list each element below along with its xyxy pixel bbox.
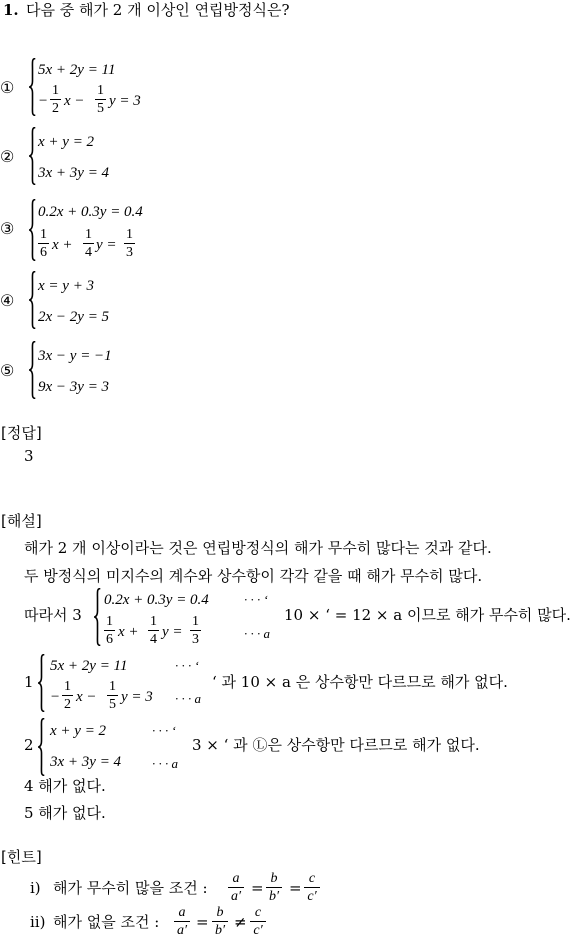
explanation-line-4-prefix: 1 [24, 673, 34, 691]
question-number: 1. [3, 1, 19, 19]
explanation-line-5-suffix: 3 × ‘ 과 Ⓛ은 상수항만 다르므로 해가 없다. [192, 736, 480, 754]
fraction: 1 5 [109, 679, 116, 712]
option-1-eq2-prefix: − [38, 93, 49, 109]
fraction: 1 3 [126, 227, 133, 260]
option-3-eq2-eq: y = [96, 237, 117, 253]
question-text: 다음 중 해가 2 개 이상인 연립방정식은? [26, 1, 290, 19]
explanation-line-7: 5 해가 없다. [24, 804, 106, 822]
brace-icon [29, 271, 36, 329]
fraction: 1 2 [64, 679, 71, 712]
explanation-line-5-prefix: 2 [24, 736, 34, 754]
option-5-eq2: 9x − 3y = 3 [38, 379, 110, 395]
option-4-eq1: x = y + 3 [38, 278, 95, 294]
explanation-line-3-eq1-tag: · · · ‘ [244, 592, 268, 607]
fraction: 1 5 [97, 83, 104, 116]
explanation-line-5-eq2-tag: · · · a [152, 756, 178, 771]
brace-icon [29, 199, 36, 261]
fraction: 1 6 [40, 227, 47, 260]
fraction: 1 3 [192, 614, 199, 647]
explanation-line-4-suffix: ‘ 과 10 × a 은 상수항만 다르므로 해가 없다. [212, 673, 508, 691]
answer-value: 3 [24, 447, 34, 465]
option-1-eq2-tail: y = 3 [109, 93, 141, 109]
brace-icon [29, 341, 36, 399]
explanation-line-5-eq1-tag: · · · ‘ [152, 723, 176, 738]
option-2-eq2: 3x + 3y = 4 [38, 165, 110, 181]
hint-label: [힌트] [1, 848, 42, 866]
option-4-marker[interactable]: ④ [0, 291, 15, 310]
equals-sign: = [196, 913, 209, 931]
explanation-line-4-eq2-prefix: − [50, 689, 61, 705]
fraction: c c′ [250, 906, 266, 938]
fraction: 1 4 [150, 614, 157, 647]
explanation-line-4-eq1-tag: · · · ‘ [175, 658, 199, 673]
explanation-line-6: 4 해가 없다. [24, 777, 106, 795]
hint-item-1-text: 해가 무수히 많을 조건 : [53, 879, 208, 897]
explanation-line-3-eq2-eq: y = [162, 624, 183, 640]
explanation-line-5-eq1: x + y = 2 [50, 723, 107, 739]
hint-item-2-text: 해가 없을 조건 : [53, 913, 160, 931]
explanation-line-3-suffix: 10 × ‘ = 12 × a 이므로 해가 무수히 많다. [284, 606, 571, 624]
explanation-line-3-eq2-mid: x + [118, 624, 139, 640]
explanation-line-4-eq2-tag: · · · a [175, 691, 201, 706]
fraction: 1 4 [85, 227, 92, 260]
not-equal-sign: ≠ [234, 913, 247, 931]
option-1-marker[interactable]: ① [0, 78, 15, 97]
explanation-line-3-prefix: 따라서 3 [24, 606, 82, 624]
explanation-line-3-eq2-tag: · · · a [244, 626, 270, 641]
explanation-line-4-eq2-mid: x − [76, 689, 97, 705]
option-4-eq2: 2x − 2y = 5 [38, 309, 110, 325]
option-3-eq2-mid: x + [52, 237, 73, 253]
brace-icon [29, 58, 36, 116]
option-3-marker[interactable]: ③ [0, 219, 15, 238]
option-2-marker[interactable]: ② [0, 147, 15, 166]
fraction: a a′ [228, 872, 244, 904]
explanation-line-4-eq2-tail: y = 3 [121, 689, 153, 705]
explanation-line-2: 두 방정식의 미지수의 계수와 상수항이 각각 같을 때 해가 무수히 많다. [24, 567, 483, 585]
fraction: b b′ [266, 872, 282, 904]
hint-item-1-marker: ⅰ) [30, 879, 41, 897]
brace-icon [38, 654, 45, 712]
equals-sign: = [289, 879, 302, 897]
equals-sign: = [251, 879, 264, 897]
explanation-line-5-eq2: 3x + 3y = 4 [50, 754, 122, 770]
option-3-eq1: 0.2x + 0.3y = 0.4 [38, 204, 143, 220]
brace-icon [94, 588, 101, 646]
fraction: b b′ [212, 906, 228, 938]
option-2-eq1: x + y = 2 [38, 134, 95, 150]
brace-icon [38, 718, 45, 776]
fraction: 1 2 [52, 83, 59, 116]
explanation-label: [해설] [1, 512, 42, 530]
explanation-line-3-eq1: 0.2x + 0.3y = 0.4 [104, 592, 209, 608]
explanation-line-1: 해가 2 개 이상이라는 것은 연립방정식의 해가 무수히 많다는 것과 같다. [24, 539, 492, 557]
option-1-eq1: 5x + 2y = 11 [38, 62, 116, 78]
hint-item-2-marker: ⅱ) [30, 913, 46, 931]
explanation-line-4-eq1: 5x + 2y = 11 [50, 658, 128, 674]
option-1-eq2-mid: x − [64, 93, 85, 109]
option-5-marker[interactable]: ⑤ [0, 361, 15, 380]
option-5-eq1: 3x − y = −1 [38, 348, 112, 364]
brace-icon [29, 127, 36, 185]
fraction: 1 6 [106, 614, 113, 647]
fraction: a a′ [174, 906, 190, 938]
fraction: c c′ [304, 872, 320, 904]
answer-label: [정답] [1, 424, 42, 442]
